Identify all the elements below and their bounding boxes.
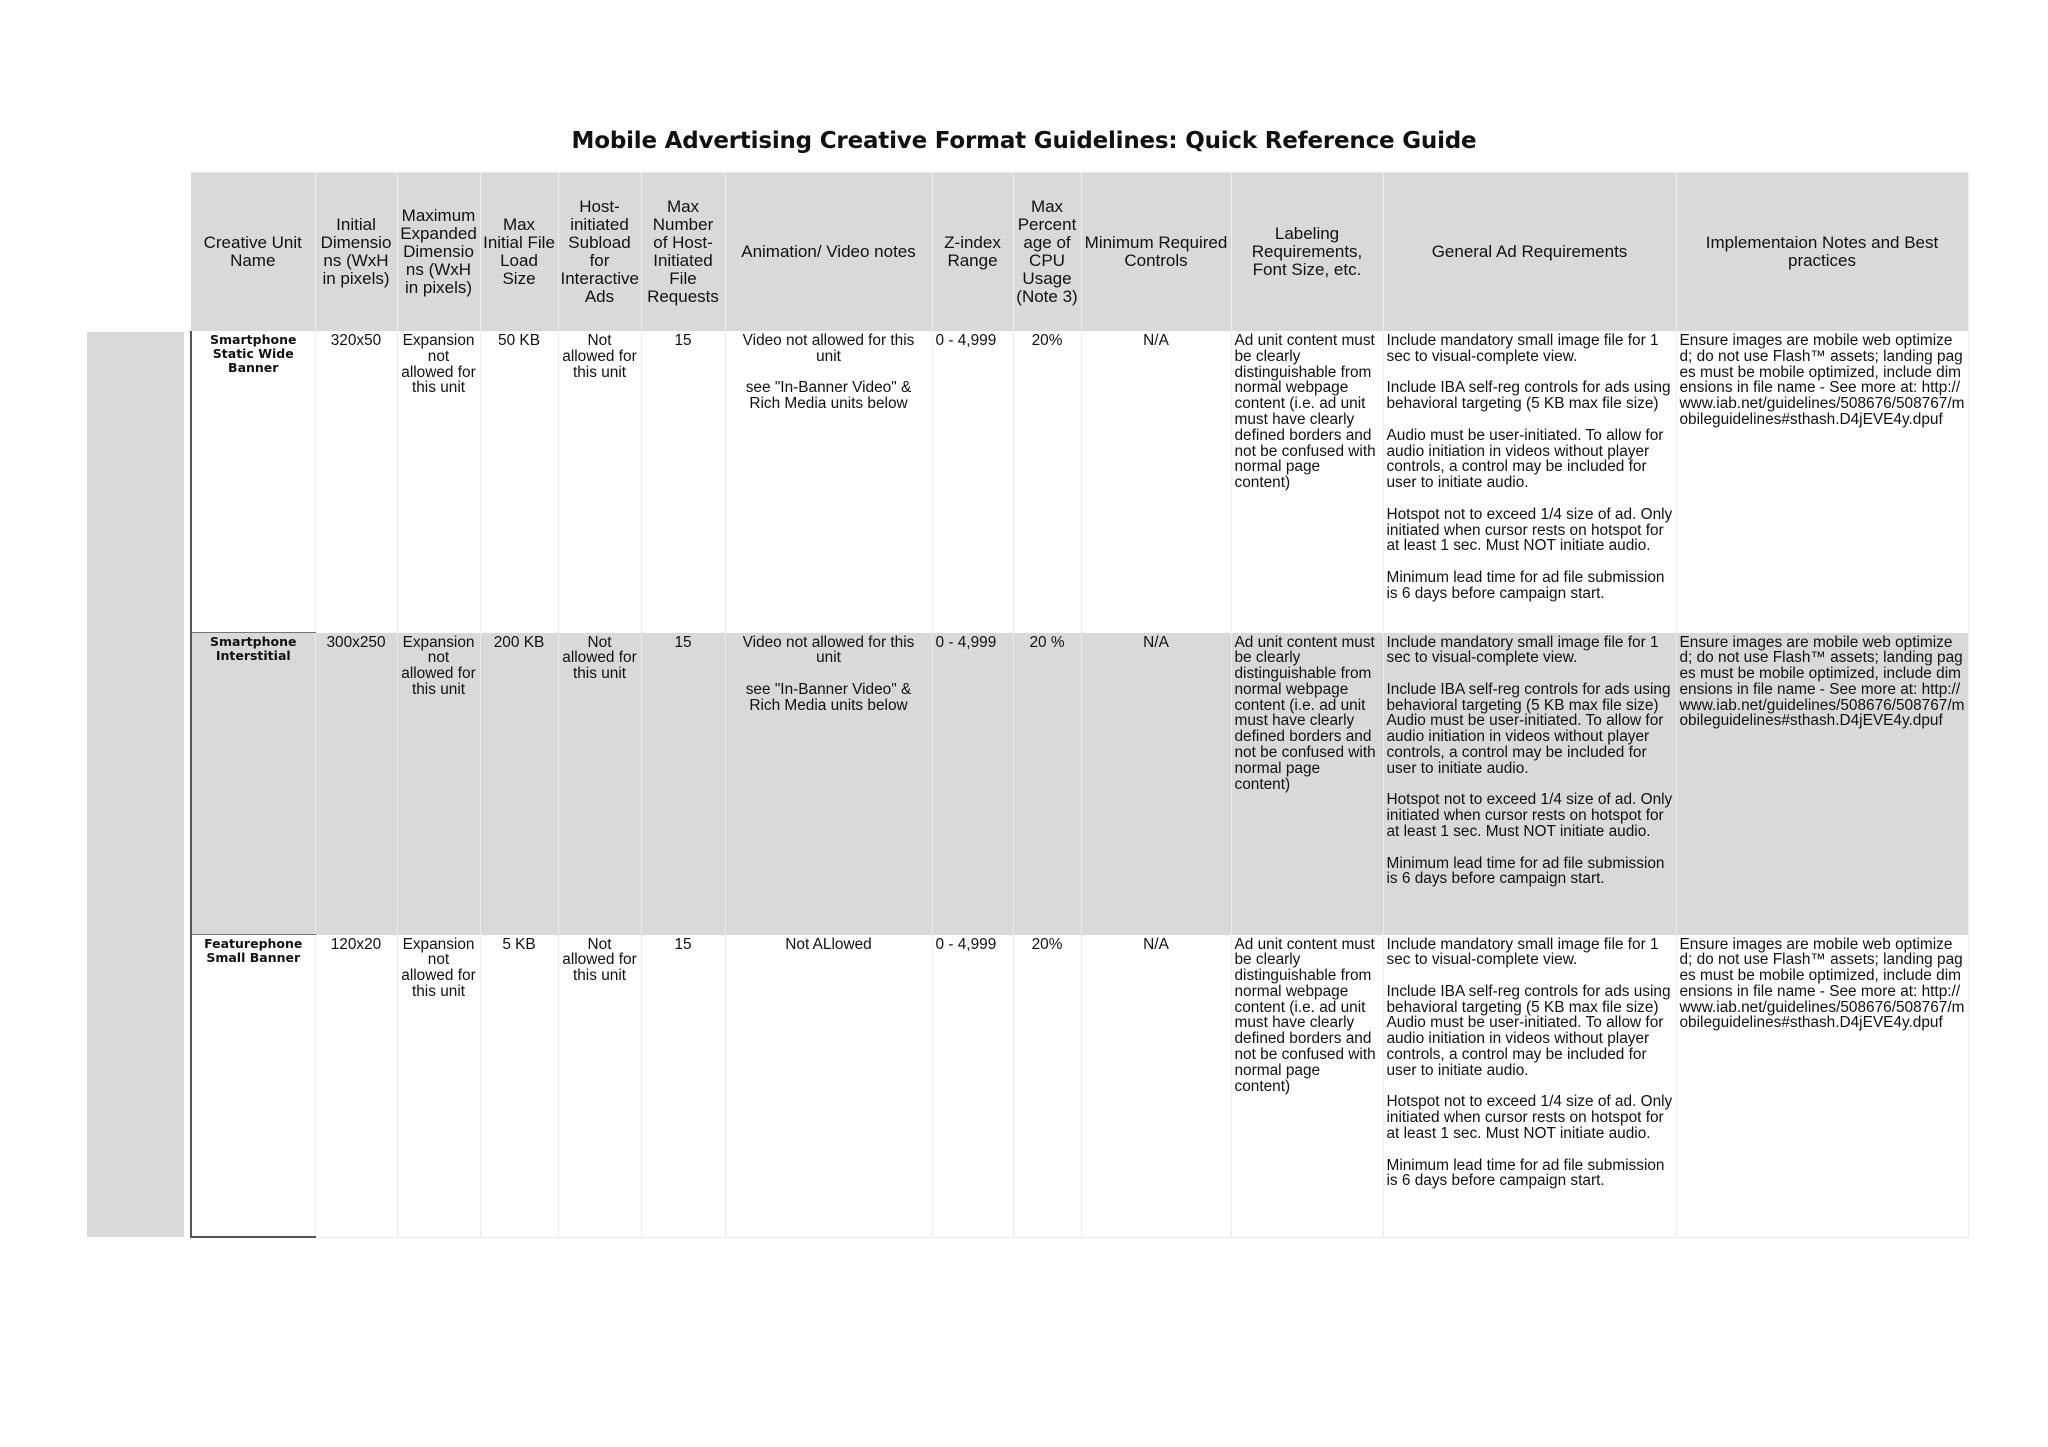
cell-file-requests: 15 — [641, 331, 725, 633]
cell-implementation-notes: Ensure images are mobile web optimized; do not use Flash™ assets; landing pages must be mobile optimized, include dimensions in file name - See more at: http://www.iab.net/guidelines/508676/508767/mobileguidelines#sthash.D4jEVE4y.dpuf — [1676, 935, 1968, 1238]
cell-subload: Not allowed for this unit — [558, 331, 641, 633]
cell-z-index: 0 - 4,999 — [932, 331, 1013, 633]
cell-general-requirements: Include mandatory small image file for 1 sec to visual-complete view. Include IBA self-reg controls for ads using behavioral targeting (5 KB max file size) Audio must be user-initiated. To allow for audio initiation in videos without player controls, a control may be included for user to initiate audio. Hotspot not to exceed 1/4 size of ad. Only initiated when cursor rests on hotspot for at least 1 sec. Must NOT initiate audio. Minimum lead time for ad file submission is 6 days before campaign start. — [1383, 935, 1676, 1238]
header-labeling-requirements: Labeling Requirements, Font Size, etc. — [1231, 173, 1383, 332]
header-host-subload: Host-initiated Subload for Interactive Ads — [558, 173, 641, 332]
cell-implementation-notes: Ensure images are mobile web optimized; do not use Flash™ assets; landing pages must be mobile optimized, include dimensions in file name - See more at: http://www.iab.net/guidelines/508676/508767/mobileguidelines#sthash.D4jEVE4y.dpuf — [1676, 633, 1968, 935]
cell-controls: N/A — [1081, 331, 1231, 633]
cell-file-requests: 15 — [641, 633, 725, 935]
cell-creative-unit-name: Smartphone Static Wide Banner — [191, 331, 315, 633]
cell-creative-unit-name: Smartphone Interstitial — [191, 633, 315, 935]
header-max-cpu-usage: Max Percent age of CPU Usage (Note 3) — [1013, 173, 1081, 332]
header-max-file-requests: Max Number of Host-Initiated File Requests — [641, 173, 725, 332]
cell-z-index: 0 - 4,999 — [932, 633, 1013, 935]
cell-animation-notes: Not ALlowed — [725, 935, 932, 1238]
header-row — [191, 173, 1968, 332]
table-row — [191, 935, 1968, 1238]
header-creative-unit-name: Creative Unit Name — [191, 173, 315, 332]
cell-initial-load: 200 KB — [480, 633, 558, 935]
header-implementation-notes: Implementaion Notes and Best practices — [1676, 173, 1968, 332]
cell-z-index: 0 - 4,999 — [932, 935, 1013, 1238]
cell-controls: N/A — [1081, 633, 1231, 935]
cell-expanded-dimensions: Expansion not allowed for this unit — [397, 331, 480, 633]
cell-initial-load: 5 KB — [480, 935, 558, 1238]
cell-subload: Not allowed for this unit — [558, 935, 641, 1238]
cell-animation-notes: Video not allowed for this unit see "In-Banner Video" & Rich Media units below — [725, 331, 932, 633]
cell-general-requirements: Include mandatory small image file for 1 sec to visual-complete view. Include IBA self-reg controls for ads using behavioral targeting (5 KB max file size) Audio must be user-initiated. To allow for audio initiation in videos without player controls, a control may be included for user to initiate audio. Hotspot not to exceed 1/4 size of ad. Only initiated when cursor rests on hotspot for at least 1 sec. Must NOT initiate audio. Minimum lead time for ad file submission is 6 days before campaign start. — [1383, 633, 1676, 935]
header-max-expanded-dimensions: Maximum Expanded Dimensio ns (WxH in pixels) — [397, 173, 480, 332]
header-max-initial-load: Max Initial File Load Size — [480, 173, 558, 332]
cell-cpu-usage: 20% — [1013, 331, 1081, 633]
header-general-ad-requirements: General Ad Requirements — [1383, 173, 1676, 332]
cell-initial-load: 50 KB — [480, 331, 558, 633]
header-initial-dimensions: Initial Dimensio ns (WxH in pixels) — [315, 173, 397, 332]
cell-initial-dimensions: 320x50 — [315, 331, 397, 633]
header-min-required-controls: Minimum Required Controls — [1081, 173, 1231, 332]
cell-subload: Not allowed for this unit — [558, 633, 641, 935]
cell-labeling: Ad unit content must be clearly distinguishable from normal webpage content (i.e. ad unit must have clearly defined borders and not be confused with normal page content) — [1231, 935, 1383, 1238]
cell-animation-notes: Video not allowed for this unit see "In-Banner Video" & Rich Media units below — [725, 633, 932, 935]
cell-initial-dimensions: 120x20 — [315, 935, 397, 1238]
cell-labeling: Ad unit content must be clearly distinguishable from normal webpage content (i.e. ad unit must have clearly defined borders and not be confused with normal page content) — [1231, 331, 1383, 633]
cell-controls: N/A — [1081, 935, 1231, 1238]
table-row — [191, 331, 1968, 633]
cell-expanded-dimensions: Expansion not allowed for this unit — [397, 633, 480, 935]
cell-general-requirements: Include mandatory small image file for 1 sec to visual-complete view. Include IBA self-reg controls for ads using behavioral targeting (5 KB max file size) Audio must be user-initiated. To allow for audio initiation in videos without player controls, a control may be included for user to initiate audio. Hotspot not to exceed 1/4 size of ad. Only initiated when cursor rests on hotspot for at least 1 sec. Must NOT initiate audio. Minimum lead time for ad file submission is 6 days before campaign start. — [1383, 331, 1676, 633]
cell-creative-unit-name: Featurephone Small Banner — [191, 935, 315, 1238]
cell-labeling: Ad unit content must be clearly distinguishable from normal webpage content (i.e. ad unit must have clearly defined borders and not be confused with normal page content) — [1231, 633, 1383, 935]
cell-cpu-usage: 20 % — [1013, 633, 1081, 935]
header-animation-video-notes: Animation/ Video notes — [725, 173, 932, 332]
row-group-band — [87, 332, 184, 1237]
cell-expanded-dimensions: Expansion not allowed for this unit — [397, 935, 480, 1238]
cell-cpu-usage: 20% — [1013, 935, 1081, 1238]
cell-initial-dimensions: 300x250 — [315, 633, 397, 935]
page-title: Mobile Advertising Creative Format Guidelines: Quick Reference Guide — [571, 128, 1477, 154]
cell-file-requests: 15 — [641, 935, 725, 1238]
cell-implementation-notes: Ensure images are mobile web optimized; do not use Flash™ assets; landing pages must be mobile optimized, include dimensions in file name - See more at: http://www.iab.net/guidelines/508676/508767/mobileguidelines#sthash.D4jEVE4y.dpuf — [1676, 331, 1968, 633]
header-z-index-range: Z-index Range — [932, 173, 1013, 332]
table-row — [191, 633, 1968, 935]
guidelines-table — [190, 172, 1969, 1238]
